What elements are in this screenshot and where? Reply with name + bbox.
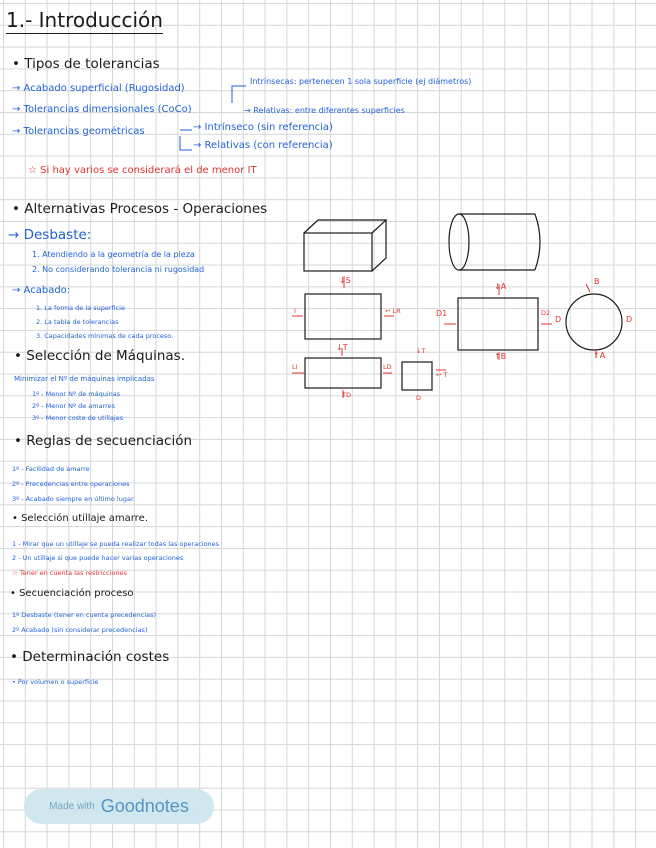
acabado-item-3: 3. Capacidades mínimas de cada proceso. bbox=[36, 332, 174, 340]
section-heading-reglas: • Reglas de secuenciación bbox=[14, 433, 193, 449]
label-circle-bottom: ↑A bbox=[593, 351, 606, 360]
section-heading-maquinas: • Selección de Máquinas. bbox=[14, 348, 186, 364]
label-cyl-left: D1 bbox=[436, 309, 448, 318]
section-heading-costes: • Determinación costes bbox=[10, 649, 170, 665]
made-with-label: Made with bbox=[49, 801, 95, 812]
label-rect2-left: LI bbox=[292, 363, 298, 371]
tipos-item-3: → Tolerancias geométricas bbox=[12, 126, 145, 137]
secuenciacion-item-2: 2º Acabado (sin considerar precedencias) bbox=[12, 626, 148, 634]
acabado-label: → Acabado: bbox=[12, 285, 71, 296]
box-side-view bbox=[305, 358, 381, 388]
reglas-item-1: 1º - Facilidad de amarre bbox=[12, 465, 90, 473]
relativas-note: → Relativas: entre diferentes superficies bbox=[244, 106, 405, 115]
box-small-view bbox=[402, 362, 432, 390]
label-rect1-left: I bbox=[294, 307, 296, 315]
desbaste-label: → Desbaste: bbox=[8, 227, 92, 243]
section-heading-alternativas: • Alternativas Procesos - Operaciones bbox=[12, 201, 268, 217]
label-small-right: ↩ T bbox=[436, 371, 448, 379]
label-small-bottom: D bbox=[416, 394, 422, 402]
label-rect2-top: ↓T bbox=[336, 343, 348, 352]
secuenciacion-item-1: 1º Desbaste (tener en cuenta precedencias) bbox=[12, 611, 157, 619]
label-rect1-right: ↩ LR bbox=[385, 307, 401, 315]
costes-line: • Por volumen o superficie bbox=[12, 678, 99, 686]
label-box-s: ↓S bbox=[339, 276, 351, 285]
tipos-item-1: → Acabado superficial (Rugosidad) bbox=[12, 83, 185, 94]
goodnotes-badge[interactable] bbox=[24, 789, 214, 824]
maquinas-item-2: 2º - Menor Nº de amarres bbox=[32, 402, 116, 410]
label-circle-left: D bbox=[555, 315, 562, 324]
maquinas-item-3: 3º - Menor coste de utillajes bbox=[32, 414, 124, 422]
box-3d-shape bbox=[304, 220, 386, 271]
utillaje-note: ☆ Tener en cuenta las restricciones bbox=[12, 569, 127, 577]
label-small-top: ↓T bbox=[416, 347, 426, 355]
label-cyl-right: D2 bbox=[541, 309, 551, 317]
goodnotes-logo: Goodnotes bbox=[100, 796, 189, 816]
cylinder-side-view bbox=[458, 298, 538, 350]
label-circle-top: B bbox=[594, 277, 600, 286]
utillaje-item-2: 2 - Un utillaje si que puede hacer varias operaciones bbox=[12, 554, 184, 562]
acabado-item-1: 1. La forma de la superficie bbox=[36, 304, 125, 312]
maquinas-item-1: 1º - Menor Nº de máquinas bbox=[32, 390, 121, 398]
tipos-item-2: → Tolerancias dimensionales (CoCo) bbox=[12, 104, 192, 115]
label-rect2-bottom: TD bbox=[342, 391, 351, 399]
geom-relativas: → Relativas (con referencia) bbox=[193, 140, 333, 151]
desbaste-item-1: 1. Atendiendo a la geometría de la pieza bbox=[32, 250, 195, 259]
section-heading-secuenciacion: • Secuenciación proceso bbox=[10, 588, 134, 599]
reglas-item-2: 2º - Precedencias entre operaciones bbox=[12, 480, 130, 488]
utillaje-item-1: 1 - Mirar que un utillaje se pueda realizar todas las operaciones bbox=[12, 540, 220, 548]
intrinsecas-note: Intrínsecas: pertenecen 1 sola superficie (ej diámetros) bbox=[250, 77, 472, 86]
maquinas-line: Minimizar el Nº de máquinas implicadas bbox=[14, 375, 155, 383]
label-circle-right: D bbox=[626, 315, 633, 324]
reglas-item-3: 3º - Acabado siempre en último lugar. bbox=[12, 495, 136, 503]
label-cyl-bottom: ↑B bbox=[494, 352, 507, 361]
label-cyl-top: ↓A bbox=[494, 282, 507, 291]
desbaste-item-2: 2. No considerando tolerancia ni rugosidad bbox=[32, 265, 205, 274]
section-heading-tipos: • Tipos de tolerancias bbox=[12, 56, 160, 72]
geom-intrinseco: → Intrínseco (sin referencia) bbox=[193, 122, 333, 133]
cylinder-shape bbox=[449, 214, 540, 270]
tipos-note: ☆ Si hay varios se considerará el de menor IT bbox=[28, 165, 257, 176]
label-rect2-right: LD bbox=[383, 363, 392, 371]
acabado-item-2: 2. La tabla de tolerancias bbox=[36, 318, 119, 326]
cylinder-end-view bbox=[566, 294, 622, 350]
page-title: 1.- Introducción bbox=[6, 8, 163, 32]
box-front-view bbox=[305, 294, 381, 339]
section-heading-utillaje: • Selección utillaje amarre. bbox=[12, 513, 148, 524]
